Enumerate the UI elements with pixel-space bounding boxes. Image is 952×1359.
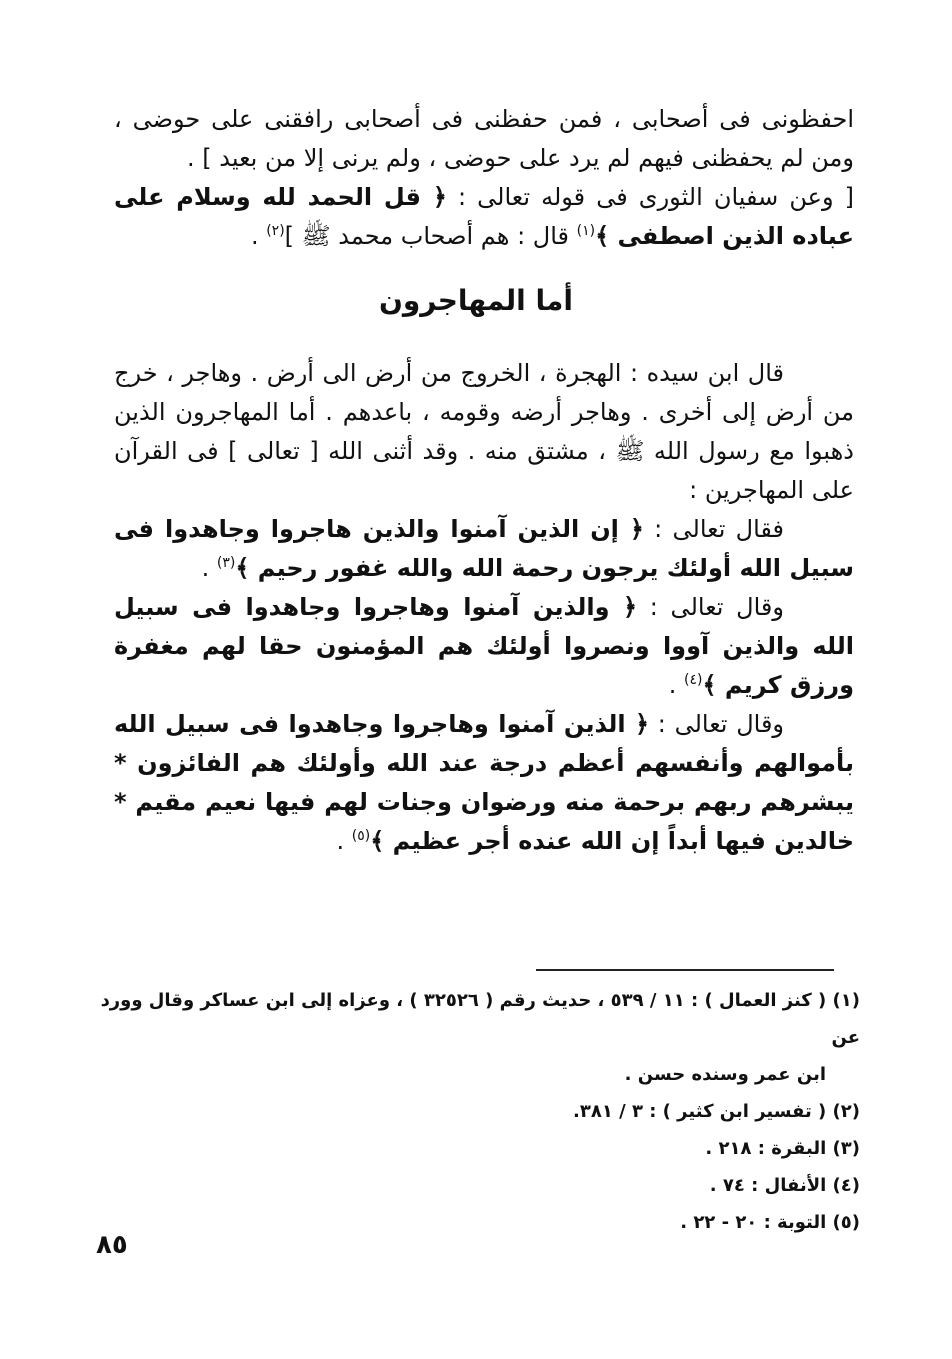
verse3-intro: وقال تعالى : bbox=[649, 710, 785, 738]
verse2-end: . bbox=[668, 671, 685, 699]
sufyan-paragraph bbox=[114, 178, 854, 256]
sufyan-end: . bbox=[250, 222, 267, 250]
verse2-intro: وقال تعالى : bbox=[637, 593, 784, 621]
intro-block bbox=[114, 100, 854, 256]
footnote-3: (٣) البقرة : ٢١٨ . bbox=[705, 1138, 860, 1159]
sufyan-intro: [ وعن سفيان الثورى فى قوله تعالى : bbox=[446, 183, 854, 211]
main-body bbox=[114, 354, 854, 861]
verse1-end: . bbox=[201, 554, 217, 582]
hadith-continuation: احفظونى فى أصحابى ، فمن حفظنى فى أصحابى رافقنى على حوضى ، ومن لم يحفظنى فيهم لم يرد على حوضى ، ولم يرنى إلا من بعيد ] . bbox=[114, 105, 854, 172]
verse-paragraph-1 bbox=[114, 510, 854, 588]
footnote-4: (٤) الأنفال : ٧٤ . bbox=[709, 1175, 860, 1196]
sufyan-verse: ﴿ قل الحمد لله وسلام على عباده الذين اصطفى ﴾ bbox=[114, 183, 854, 250]
footnote-2: (٢) ( تفسير ابن كثير ) : ٣ / ٣٨١. bbox=[573, 1101, 860, 1122]
verse3-end: . bbox=[336, 827, 352, 855]
verse2-text: ﴿ والذين آمنوا وهاجروا وجاهدوا فى سبيل الله والذين آووا ونصروا أولئك هم المؤمنون حقا لهم مغفرة ورزق كريم ﴾ bbox=[114, 593, 854, 699]
footnote-ref-5[interactable]: (٥) bbox=[351, 828, 371, 844]
section-heading: أما المهاجرون bbox=[379, 284, 573, 317]
verse3-text: ﴿ الذين آمنوا وهاجروا وجاهدوا فى سبيل الله بأموالهم وأنفسهم أعظم درجة عند الله وأولئك هم الفائزون * يبشرهم ربهم برحمة منه ورضوان وجنات لهم فيها نعيم مقيم * خالدين فيها أبداً إن الله عنده أجر عظيم ﴾ bbox=[114, 710, 854, 855]
footnote-ref-1[interactable]: (١) bbox=[576, 223, 596, 239]
footnote-5: (٥) التوبة : ٢٠ - ٢٢ . bbox=[680, 1212, 860, 1233]
verse1-intro: فقال تعالى : bbox=[643, 515, 784, 543]
definition-paragraph: قال ابن سيده : الهجرة ، الخروج من أرض الى أرض . وهاجر ، خرج من أرض إلى أخرى . وهاجر أرضه وقومه ، باعدهم . أما المهاجرون الذين ذهبوا مع رسول الله ﷺ ، مشتق منه . وقد أثنى الله [ تعالى ] فى القرآن على المهاجرين : bbox=[114, 359, 854, 504]
footnote-ref-4[interactable]: (٤) bbox=[684, 672, 703, 688]
verse1-text: ﴿ إن الذين آمنوا والذين هاجروا وجاهدوا فى سبيل الله أولئك يرجون رحمة الله والله غفور رحيم ﴾ bbox=[114, 515, 854, 582]
footnote-ref-3[interactable]: (٣) bbox=[216, 555, 236, 571]
footnote-ref-2[interactable]: (٢) bbox=[266, 223, 285, 239]
footnote-1: (١) ( كنز العمال ) : ١١ / ٥٣٩ ، حديث رقم ( ٣٢٥٢٦ ) ، وعزاه إلى ابن عساكر وقال وورد عن bbox=[100, 990, 860, 1048]
page-number: ٨٥ bbox=[96, 1230, 128, 1260]
verse-paragraph-3 bbox=[114, 705, 854, 861]
footnote-1-continuation: ابن عمر وسنده حسن . bbox=[624, 1064, 826, 1085]
footnote-divider bbox=[536, 969, 834, 971]
footnotes bbox=[100, 982, 860, 1241]
sufyan-saying: قال : هم أصحاب محمد ﷺ ] bbox=[284, 222, 577, 250]
verse-paragraph-2 bbox=[114, 588, 854, 705]
